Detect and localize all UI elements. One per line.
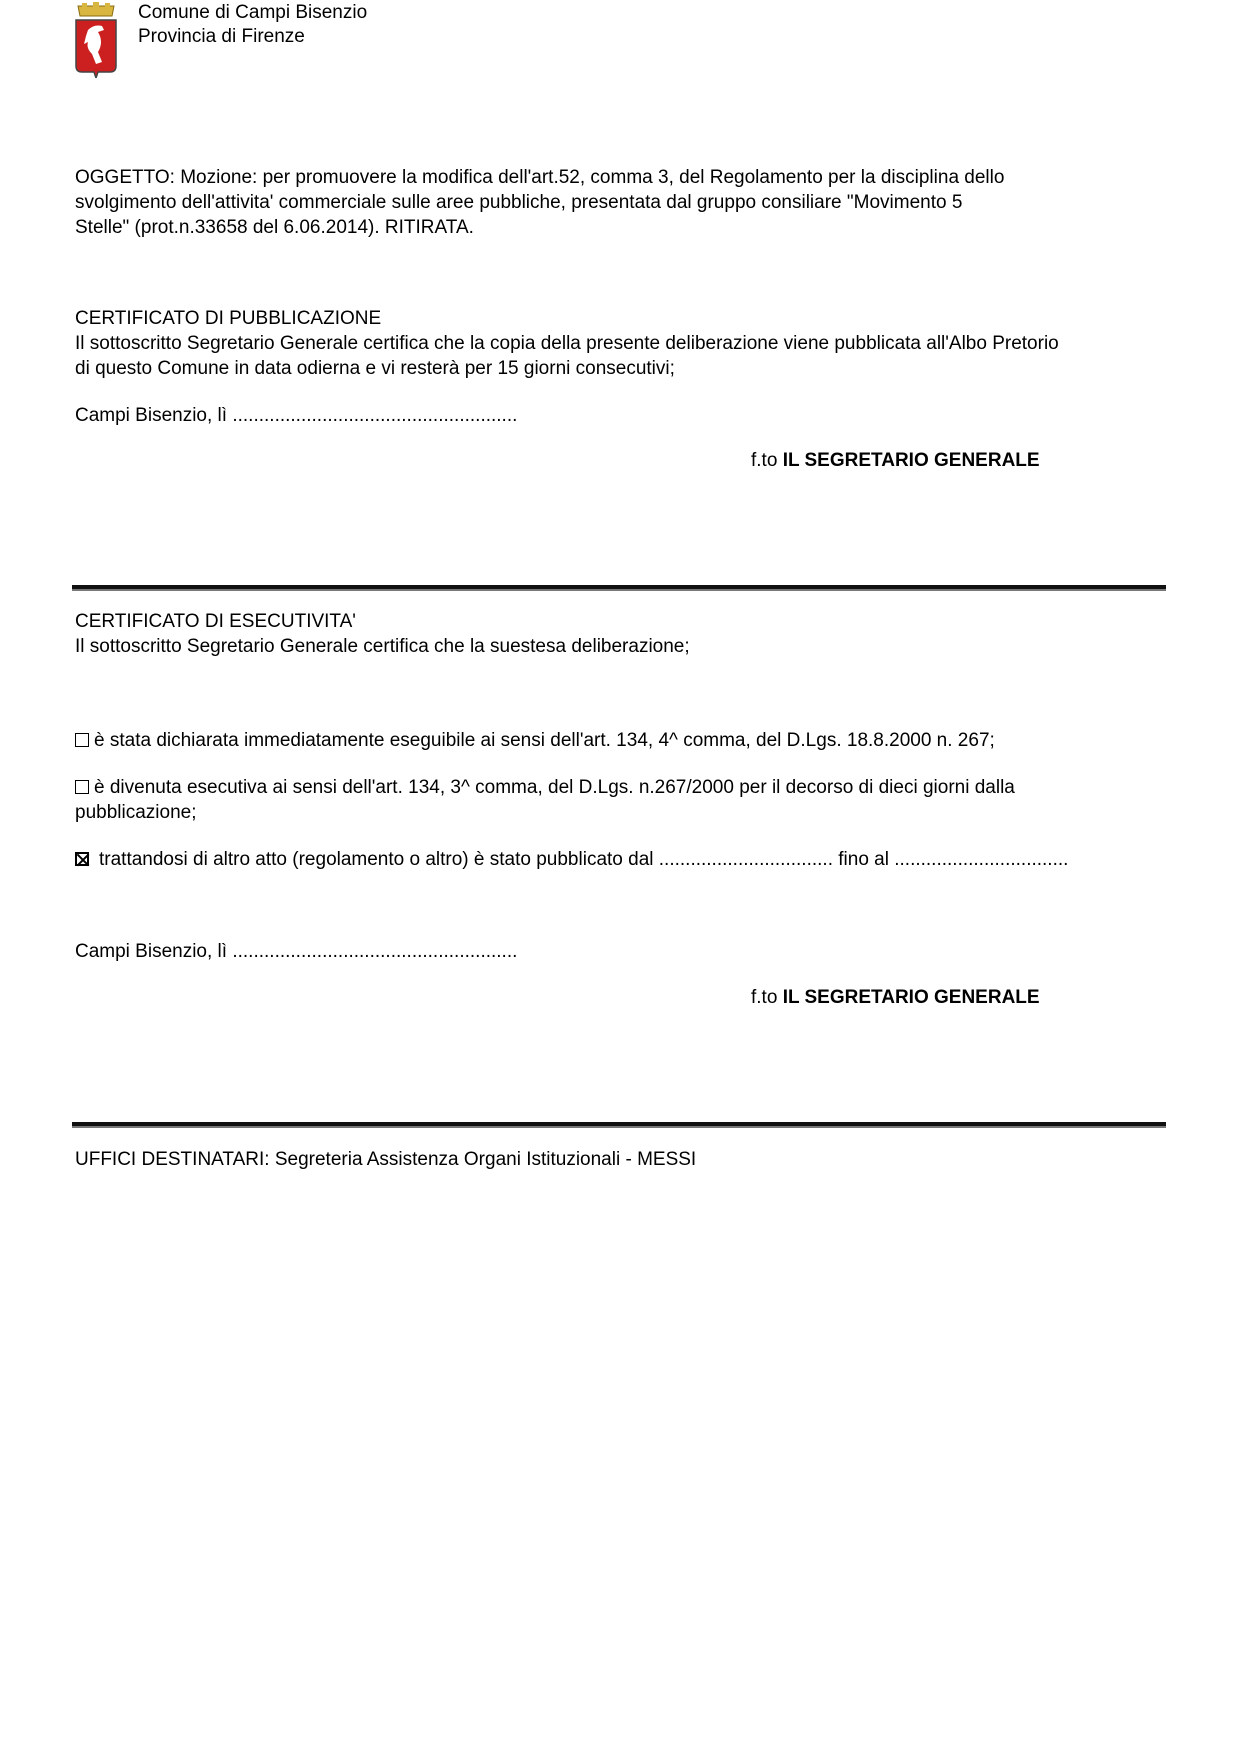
checkbox-unchecked[interactable] [75, 733, 89, 747]
signature-prefix: f.to [751, 450, 778, 471]
place-date: Campi Bisenzio, lì ...................................................... [75, 941, 518, 962]
option-immediate [75, 728, 995, 753]
option-text: è divenuta esecutiva ai sensi dell'art. 134, 3^ comma, del D.Lgs. n.267/2000 per il decorso di dieci giorni dalla [94, 777, 1015, 798]
option-executive [75, 775, 1015, 800]
signature-title: IL SEGRETARIO GENERALE [782, 987, 1040, 1008]
subject-line: Stelle" (prot.n.33658 del 6.06.2014). RITIRATA. [75, 217, 474, 238]
option-text: trattandosi di altro atto (regolamento o altro) è stato pubblicato dal ................................. fino al ................................. [99, 849, 1069, 870]
recipients: UFFICI DESTINATARI: Segreteria Assistenza Organi Istituzionali - MESSI [75, 1149, 697, 1170]
option-other-act [75, 847, 1068, 872]
signature [751, 985, 1040, 1010]
subject-line: svolgimento dell'attivita' commerciale sulle aree pubbliche, presentata dal gruppo consiliare "Movimento 5 [75, 192, 963, 213]
certificate-text: Il sottoscritto Segretario Generale certifica che la copia della presente deliberazione viene pubblicata all'Albo Pretorio [75, 333, 1059, 354]
signature [751, 448, 1040, 473]
certificate-text: di questo Comune in data odierna e vi resterà per 15 giorni consecutivi; [75, 358, 675, 379]
municipality-name: Comune di Campi Bisenzio [138, 2, 368, 23]
subject-line: OGGETTO: Mozione: per promuovere la modifica dell'art.52, comma 3, del Regolamento per la disciplina dello [75, 167, 1005, 188]
checkbox-unchecked[interactable] [75, 780, 89, 794]
section-title: CERTIFICATO DI PUBBLICAZIONE [75, 308, 382, 329]
coat-of-arms-logo [74, 2, 118, 78]
section-title: CERTIFICATO DI ESECUTIVITA' [75, 611, 356, 632]
checkbox-checked[interactable] [75, 852, 89, 866]
certificate-text: Il sottoscritto Segretario Generale certifica che la suestesa deliberazione; [75, 636, 690, 657]
divider [72, 1122, 1166, 1128]
province-name: Provincia di Firenze [138, 26, 305, 47]
signature-title: IL SEGRETARIO GENERALE [782, 450, 1040, 471]
divider [72, 585, 1166, 591]
option-text-cont: pubblicazione; [75, 802, 197, 823]
option-text: è stata dichiarata immediatamente eseguibile ai sensi dell'art. 134, 4^ comma, del D.Lgs. 18.8.2000 n. 267; [94, 730, 995, 751]
place-date: Campi Bisenzio, lì ...................................................... [75, 405, 518, 426]
signature-prefix: f.to [751, 987, 778, 1008]
